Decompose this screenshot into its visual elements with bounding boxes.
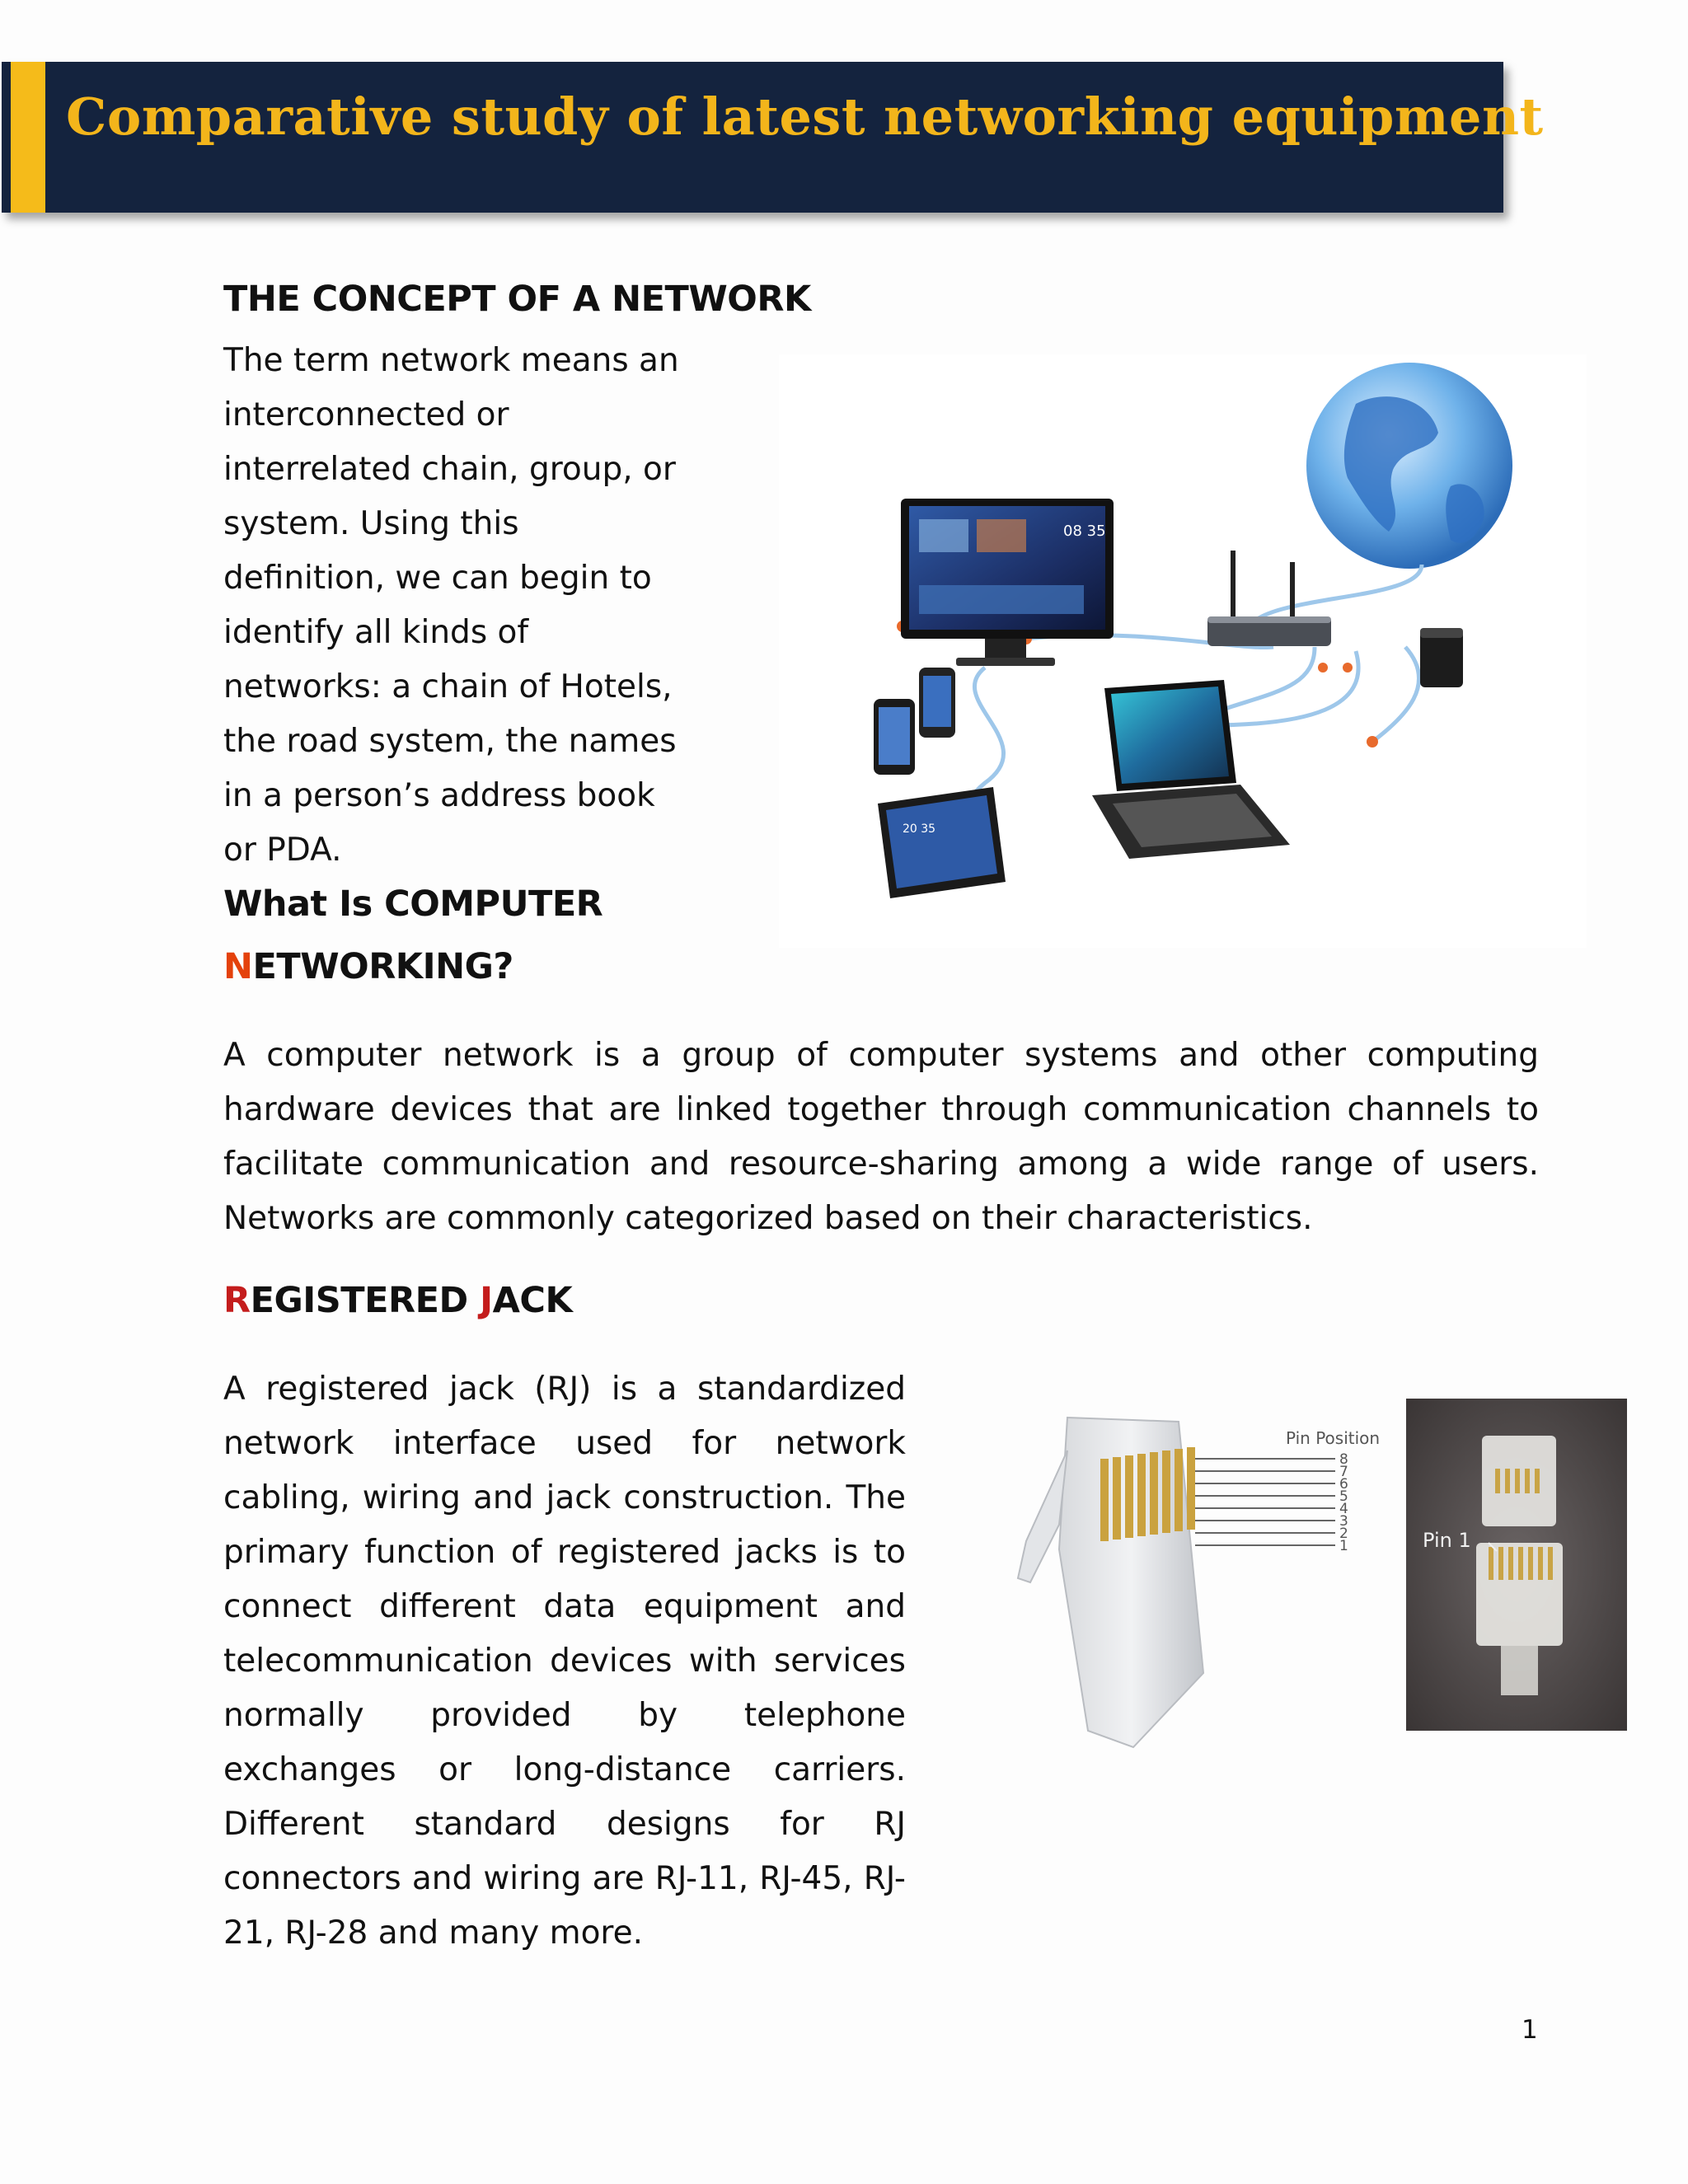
networking-heading-line1: What Is COMPUTER bbox=[223, 883, 603, 925]
svg-text:1: 1 bbox=[1339, 1538, 1348, 1554]
concept-heading: THE CONCEPT OF A NETWORK bbox=[223, 279, 811, 320]
svg-text:2: 2 bbox=[1339, 1526, 1348, 1542]
jack-heading-part1: EGISTERED bbox=[250, 1280, 481, 1321]
concept-paragraph: The term network means an interconnected or interrelated chain, group, or system. Using this definition, we can begin to identify all kinds of networks: a chain of Hotels, the road system, the names in a person’s address book or PDA. bbox=[223, 342, 679, 869]
page-number: 1 bbox=[1522, 2015, 1538, 2045]
jack-heading-part2: ACK bbox=[492, 1280, 573, 1321]
svg-text:7: 7 bbox=[1339, 1464, 1348, 1480]
smartphone-icon bbox=[919, 668, 955, 738]
rj45-plug-clip bbox=[1018, 1451, 1067, 1582]
rj-connectors-photo bbox=[1406, 1399, 1627, 1731]
pin1-label: Pin 1 bbox=[1423, 1529, 1471, 1552]
jack-heading-initial-r: R bbox=[223, 1280, 251, 1321]
tablet-icon bbox=[878, 787, 1006, 898]
document-title: Comparative study of latest networking equipment bbox=[66, 87, 1544, 147]
svg-text:8: 8 bbox=[1339, 1451, 1348, 1468]
external-drive-icon bbox=[1420, 628, 1463, 687]
rj45-pin-diagram bbox=[1010, 1401, 1397, 1764]
globe-icon bbox=[1306, 363, 1512, 569]
networking-paragraph: A computer network is a group of computer systems and other computing hardware devices that are linked together through communication channels to facilitate communication and resource-sharing among a wide range of users. Networks are commonly categorized based on their characteristics. bbox=[223, 1037, 1539, 1237]
pin-leader-lines bbox=[1195, 1459, 1335, 1545]
svg-text:5: 5 bbox=[1339, 1488, 1348, 1505]
networking-heading-line2 bbox=[223, 946, 513, 987]
network-devices-illustration bbox=[779, 354, 1587, 948]
networking-heading-rest: ETWORKING? bbox=[252, 946, 513, 987]
svg-text:6: 6 bbox=[1339, 1476, 1348, 1493]
networking-heading-initial: N bbox=[223, 946, 253, 987]
title-banner-accent-bar bbox=[11, 62, 45, 213]
svg-text:4: 4 bbox=[1339, 1501, 1348, 1517]
tablet-clock: 20 35 bbox=[903, 823, 936, 836]
rj-plug-top-icon bbox=[1482, 1436, 1556, 1526]
jack-heading bbox=[223, 1280, 572, 1321]
monitor-clock: 08 35 bbox=[1063, 523, 1106, 540]
jack-heading-initial-j: J bbox=[480, 1280, 493, 1321]
pin-number-labels bbox=[1339, 1451, 1348, 1554]
smartphone-icon bbox=[874, 699, 915, 775]
jack-paragraph: A registered jack (RJ) is a standardized network interface used for network cabling, wiring and jack construction. The primary function of registered jacks is to connect different data equipment and telecommunication devices with services normally provided by telephone exchanges or long-distance carriers. Different standard designs for RJ connectors and wiring are RJ-11, RJ-45, RJ-21, RJ-28 and many more. bbox=[223, 1371, 906, 1952]
pin-position-label: Pin Position bbox=[1286, 1428, 1381, 1448]
svg-text:3: 3 bbox=[1339, 1513, 1348, 1530]
